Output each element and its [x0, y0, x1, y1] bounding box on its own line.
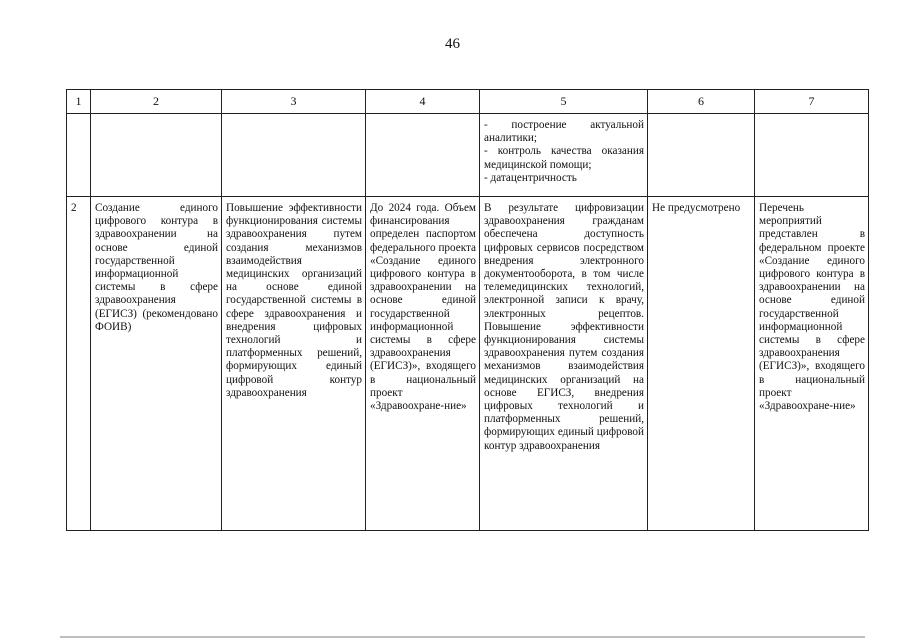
table-row — [67, 197, 869, 531]
bullet-analytics: - построение актуальной аналитики; — [484, 119, 644, 145]
bullet-quality-control: - контроль качества оказания медицинской помощи; — [484, 145, 644, 171]
cont-cell-4 — [366, 114, 480, 197]
continuation-row — [67, 114, 869, 197]
cont-cell-3 — [222, 114, 366, 197]
cont-cell-7 — [755, 114, 869, 197]
cont-cell-1 — [67, 114, 91, 197]
cont-cell-5 — [480, 114, 648, 197]
header-col-1: 1 — [67, 90, 91, 114]
cont-cell-2 — [91, 114, 222, 197]
header-col-2: 2 — [91, 90, 222, 114]
header-col-4: 4 — [366, 90, 480, 114]
result-cell: В результате цифровизации здравоохранения гражданам обеспечена доступность цифровых сервисов посредством внедрения электронного документооборота, в том числе телемедицинских технологий, электронной записи к врачу, электронных рецептов. Повышение эффективности функционирования системы здравоохранения путем создания механизмов взаимодействия медицинских организаций на основе ЕГИСЗ, внедрения цифровых технологий и платформенных решений, формирующих единый цифровой контур здравоохранения — [480, 197, 648, 531]
page-number: 46 — [445, 36, 460, 52]
scan-edge-divider — [60, 636, 865, 638]
measures-table — [66, 89, 869, 531]
header-col-7: 7 — [755, 90, 869, 114]
bullet-datacentric: - датацентричность — [484, 171, 577, 184]
cont-cell-6 — [648, 114, 755, 197]
header-col-6: 6 — [648, 90, 755, 114]
header-col-5: 5 — [480, 90, 648, 114]
col6-cell: Не предусмотрено — [648, 197, 755, 531]
activity-cell: Создание единого цифрового контура в здравоохранении на основе единой государственной информационной системы в сфере здравоохранения (ЕГИСЗ) (рекомендовано ФОИВ) — [91, 197, 222, 531]
funding-cell: До 2024 года. Объем финансирования определен паспортом федерального проекта «Создание единого цифрового контура в здравоохранении на основе единой государственной информационной системы в сфере здравоохранения (ЕГИСЗ)», входящего в национальный проект «Здравоохране-ние» — [366, 197, 480, 531]
header-col-3: 3 — [222, 90, 366, 114]
row-number: 2 — [67, 197, 91, 531]
header-row — [67, 90, 869, 114]
goal-cell: Повышение эффективности функционирования системы здравоохранения путем создания механизмов взаимодействия медицинских организаций на основе единой государственной системы в сфере здравоохранения и внедрения цифровых технологий и платформенных решений, формирующих единый цифровой контур здравоохранения — [222, 197, 366, 531]
col7-cell: Перечень мероприятий представлен в федеральном проекте «Создание единого цифрового контура в здравоохранении на основе единой государственной информационной системы в сфере здравоохранения (ЕГИСЗ)», входящего в национальный проект «Здравоохране-ние» — [755, 197, 869, 531]
